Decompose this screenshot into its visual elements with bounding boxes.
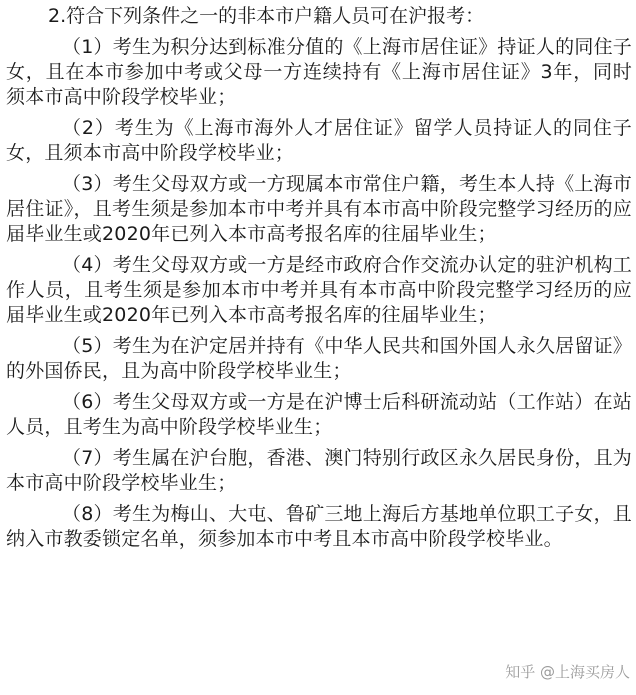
document-body [6, 4, 632, 558]
condition-item-5: （5）考生为在沪定居并持有《中华人民共和国外国人永久居留证》的外国侨民，且为高中阶段学校毕业生； [6, 335, 632, 382]
condition-item-6: （6）考生父母双方或一方是在沪博士后科研流动站（工作站）在站人员，且考生为高中阶段学校毕业生； [6, 391, 632, 438]
condition-item-2: （2）考生为《上海市海外人才居住证》留学人员持证人的同住子女，且须本市高中阶段学校毕业； [6, 117, 632, 164]
zhihu-watermark: 知乎 @上海买房人 [505, 663, 630, 681]
condition-item-4: （4）考生父母双方或一方是经市政府合作交流办认定的驻沪机构工作人员，且考生须是参加本市中考并具有本市高中阶段完整学习经历的应届毕业生或2020年已列入本市高考报名库的往届毕业生； [6, 254, 632, 326]
condition-item-7: （7）考生属在沪台胞，香港、澳门特别行政区永久居民身份，且为本市高中阶段学校毕业生； [6, 447, 632, 494]
condition-item-3: （3）考生父母双方或一方现属本市常住户籍，考生本人持《上海市居住证》，且考生须是参加本市中考并具有本市高中阶段完整学习经历的应届毕业生或2020年已列入本市高考报名库的往届毕业生； [6, 173, 632, 245]
section-heading: 2.符合下列条件之一的非本市户籍人员可在沪报考： [48, 5, 485, 27]
condition-item-1: （1）考生为积分达到标准分值的《上海市居住证》持证人的同住子女，且在本市参加中考或父母一方连续持有《上海市居住证》3年，同时须本市高中阶段学校毕业； [6, 36, 632, 108]
condition-item-8: （8）考生为梅山、大屯、鲁矿三地上海后方基地单位职工子女，且纳入市教委锁定名单，须参加本市中考且本市高中阶段学校毕业。 [6, 503, 632, 550]
